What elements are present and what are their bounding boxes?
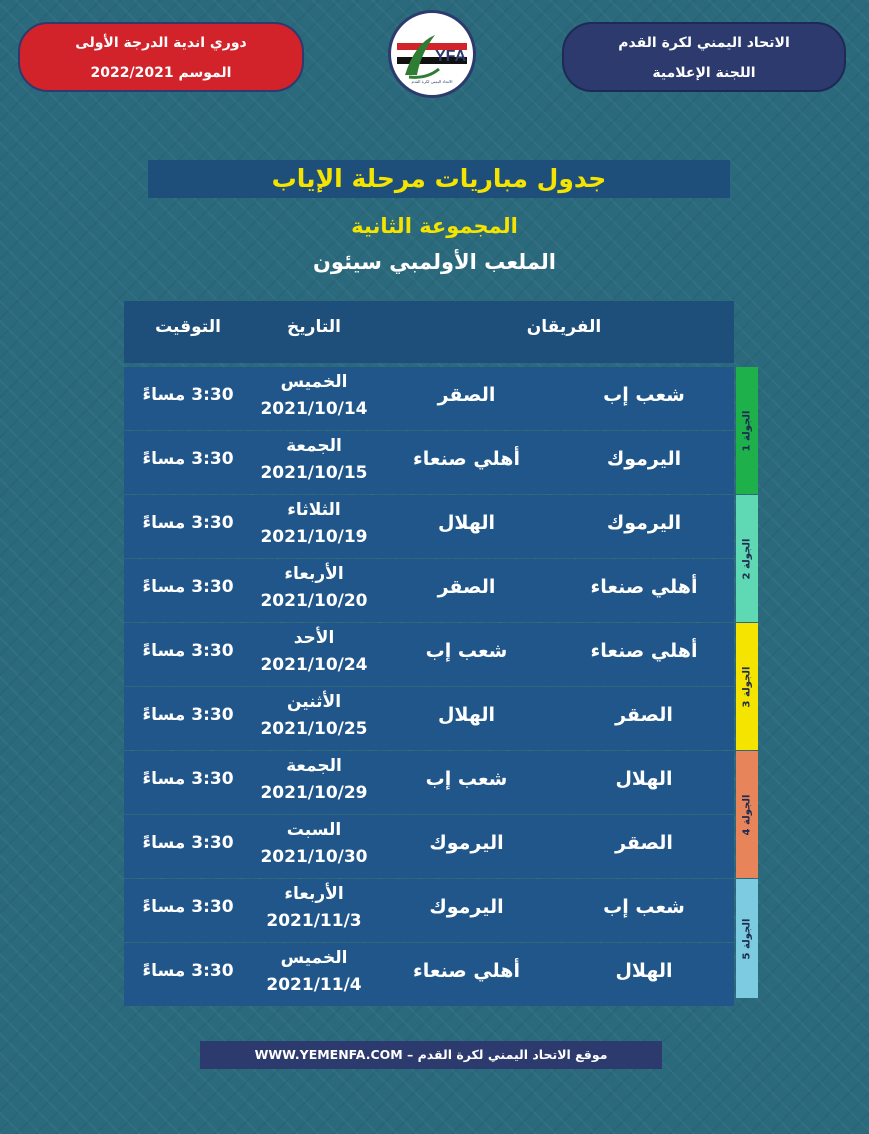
federation-name: الاتحاد اليمني لكرة القدم bbox=[618, 35, 790, 51]
matches-table bbox=[124, 367, 734, 1007]
match-time: 3:30 مساءً bbox=[142, 513, 234, 533]
league-name: دوري اندية الدرجة الأولى bbox=[75, 35, 247, 51]
table-row bbox=[124, 815, 734, 878]
match-day: الجمعة bbox=[286, 436, 342, 456]
season-label: الموسم 2022/2021 bbox=[90, 65, 232, 81]
schedule-title-box bbox=[148, 160, 730, 198]
match-date: 2021/10/14 bbox=[260, 399, 368, 419]
match-date: 2021/10/30 bbox=[260, 847, 368, 867]
match-date: 2021/10/19 bbox=[260, 527, 368, 547]
table-row bbox=[124, 495, 734, 558]
match-date: 2021/10/25 bbox=[260, 719, 368, 739]
website-text: موقع الاتحاد اليمني لكرة القدم – WWW.YEMENFA.COM bbox=[254, 1047, 608, 1062]
round-label: الجولة 4 bbox=[741, 794, 753, 835]
match-day: السبت bbox=[286, 820, 342, 840]
match-day: الأربعاء bbox=[284, 564, 344, 584]
table-row bbox=[124, 367, 734, 430]
table-row bbox=[124, 943, 734, 1006]
match-time: 3:30 مساءً bbox=[142, 385, 234, 405]
match-time: 3:30 مساءً bbox=[142, 897, 234, 917]
away-team: أهلي صنعاء bbox=[413, 448, 520, 470]
away-team: اليرموك bbox=[429, 832, 504, 854]
header-teams: الفريقان bbox=[526, 317, 602, 337]
away-team: الهلال bbox=[437, 704, 496, 726]
match-day: الأحد bbox=[293, 628, 335, 648]
table-header bbox=[124, 301, 734, 363]
header-time: التوقيت bbox=[155, 317, 221, 337]
home-team: الهلال bbox=[615, 768, 673, 790]
yfa-logo bbox=[388, 10, 476, 98]
match-day: الجمعة bbox=[286, 756, 342, 776]
match-date: 2021/11/3 bbox=[266, 911, 362, 931]
home-team: الصقر bbox=[615, 832, 673, 854]
round-bar-5 bbox=[736, 879, 758, 998]
away-team: شعب إب bbox=[425, 768, 508, 790]
table-row bbox=[124, 879, 734, 942]
match-date: 2021/11/4 bbox=[266, 975, 362, 995]
table-row bbox=[124, 623, 734, 686]
away-team: الهلال bbox=[437, 512, 496, 534]
match-date: 2021/10/15 bbox=[260, 463, 368, 483]
home-team: أهلي صنعاء bbox=[590, 576, 698, 598]
table-row bbox=[124, 687, 734, 750]
match-time: 3:30 مساءً bbox=[142, 769, 234, 789]
match-time: 3:30 مساءً bbox=[142, 577, 234, 597]
round-label: الجولة 3 bbox=[741, 666, 753, 707]
away-team: شعب إب bbox=[425, 640, 508, 662]
home-team: شعب إب bbox=[603, 384, 685, 406]
match-date: 2021/10/20 bbox=[260, 591, 368, 611]
away-team: الصقر bbox=[437, 576, 496, 598]
logo-subtitle: الاتحاد اليمني لكرة القدم bbox=[411, 79, 453, 84]
match-time: 3:30 مساءً bbox=[142, 833, 234, 853]
home-team: شعب إب bbox=[603, 896, 685, 918]
away-team: أهلي صنعاء bbox=[413, 960, 520, 982]
home-team: اليرموك bbox=[606, 512, 682, 534]
home-team: أهلي صنعاء bbox=[590, 640, 698, 662]
match-day: الأثنين bbox=[286, 692, 342, 712]
league-badge bbox=[18, 22, 304, 92]
match-date: 2021/10/24 bbox=[260, 655, 368, 675]
match-day: الخميس bbox=[280, 948, 348, 968]
match-time: 3:30 مساءً bbox=[142, 961, 234, 981]
federation-badge bbox=[562, 22, 846, 92]
match-day: الثلاثاء bbox=[287, 500, 341, 520]
round-bar-1 bbox=[736, 367, 758, 494]
away-team: اليرموك bbox=[429, 896, 504, 918]
round-label: الجولة 1 bbox=[741, 410, 753, 451]
match-day: الخميس bbox=[280, 372, 348, 392]
schedule-title: جدول مباريات مرحلة الإياب bbox=[271, 164, 607, 193]
table-row bbox=[124, 431, 734, 494]
match-time: 3:30 مساءً bbox=[142, 449, 234, 469]
round-label: الجولة 2 bbox=[741, 538, 753, 579]
home-team: اليرموك bbox=[606, 448, 682, 470]
away-team: الصقر bbox=[437, 384, 496, 406]
stadium-name: الملعب الأولمبي سيئون bbox=[313, 250, 556, 274]
round-bar-3 bbox=[736, 623, 758, 750]
match-date: 2021/10/29 bbox=[260, 783, 368, 803]
match-day: الأربعاء bbox=[284, 884, 344, 904]
website-footer bbox=[200, 1041, 662, 1069]
match-time: 3:30 مساءً bbox=[142, 641, 234, 661]
media-committee: اللجنة الإعلامية bbox=[652, 65, 756, 81]
round-bar-2 bbox=[736, 495, 758, 622]
logo-text: YFA bbox=[435, 48, 467, 65]
home-team: الصقر bbox=[615, 704, 673, 726]
round-bar-4 bbox=[736, 751, 758, 878]
group-title: المجموعة الثانية bbox=[351, 214, 518, 238]
match-time: 3:30 مساءً bbox=[142, 705, 234, 725]
table-row bbox=[124, 559, 734, 622]
round-label: الجولة 5 bbox=[741, 918, 753, 959]
table-row bbox=[124, 751, 734, 814]
home-team: الهلال bbox=[615, 960, 673, 982]
yfa-logo-graphic bbox=[391, 13, 473, 95]
header-date: التاريخ bbox=[287, 317, 341, 337]
